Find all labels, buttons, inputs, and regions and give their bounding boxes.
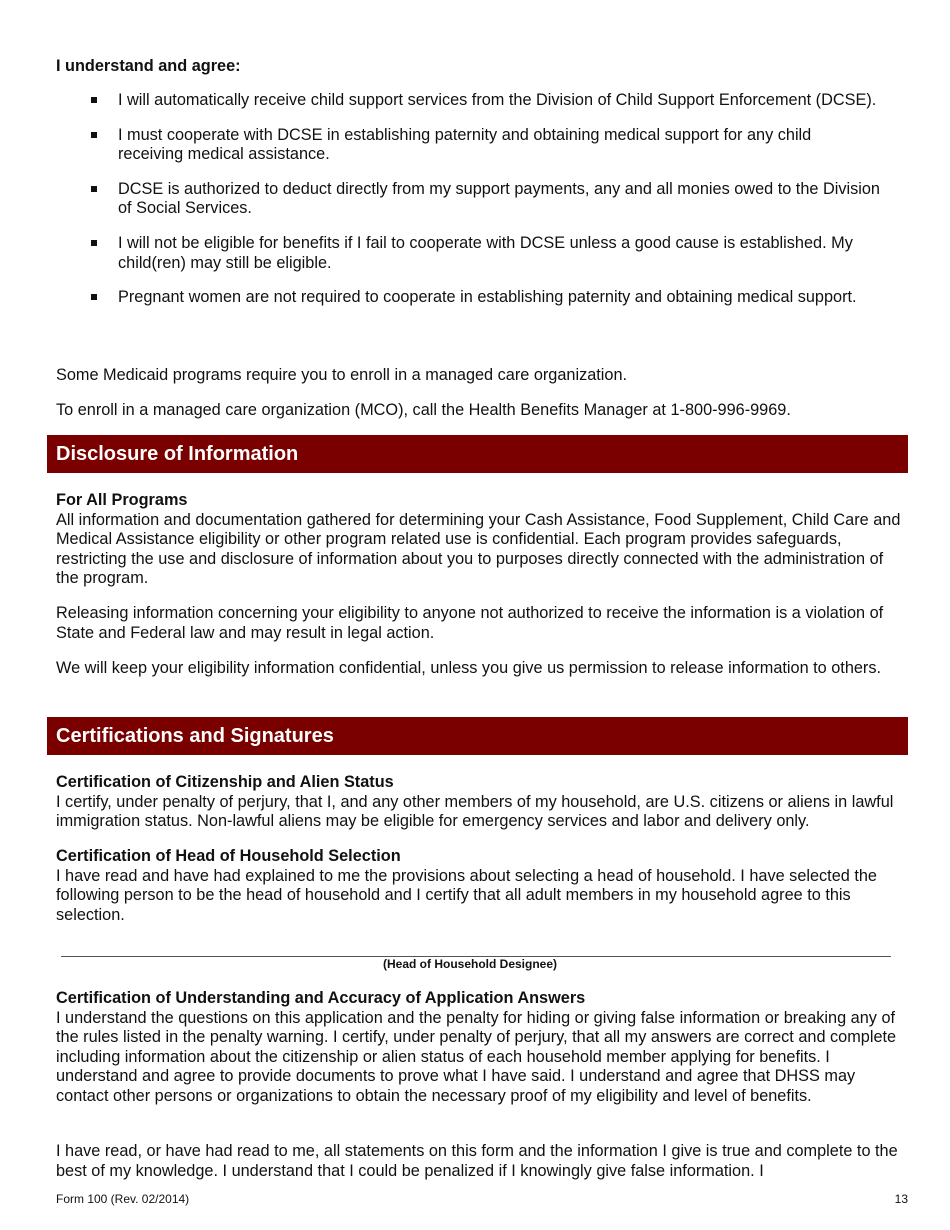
head-of-household-designee-label: (Head of Household Designee): [382, 957, 558, 971]
list-item: DCSE is authorized to deduct directly from my support payments, any and all monies owed to the Division of Social Services.: [0, 180, 950, 219]
disclosure-paragraph-1: All information and documentation gathered for determining your Cash Assistance, Food Supplement, Child Care and Medical Assistance eligibility or other program related use is confidential. Each program provides safeguards, restricting the use and disclosure of information about you to purposes directly connected with the administration of the program.: [56, 510, 901, 588]
accuracy-text: I understand the questions on this application and the penalty for hiding or giving false information or breaking any of the rules listed in the penalty warning. I certify, under penalty of perjury, that all my answers are correct and complete including information about the citizenship or alien status of each household member applying for benefits. I understand and agree to provide documents to prove what I have said. I understand and agree that DHSS may contact other persons or organizations to obtain the necessary proof of my eligibility and level of benefits.: [56, 1008, 897, 1105]
bullet-square-icon: [91, 294, 97, 300]
mco-note: To enroll in a managed care organization (MCO), call the Health Benefits Manager at 1-800-996-9969.: [56, 401, 791, 419]
bullet-square-icon: [91, 186, 97, 192]
list-item: I will not be eligible for benefits if I fail to cooperate with DCSE unless a good cause is established. My child(ren) may still be eligible.: [0, 234, 950, 273]
citizenship-heading: Certification of Citizenship and Alien Status: [56, 773, 394, 791]
disclosure-subheading: For All Programs: [56, 491, 188, 509]
accuracy-certification: [56, 989, 908, 1107]
disclosure-section-header: Disclosure of Information: [47, 435, 908, 473]
read-statement: I have read, or have had read to me, all statements on this form and the information I give is true and complete to the best of my knowledge. I understand that I could be penalized if I knowingly give false information. I: [56, 1142, 898, 1180]
disclosure-paragraph-2: Releasing information concerning your eligibility to anyone not authorized to receive the information is a violation of State and Federal law and may result in legal action.: [56, 604, 884, 642]
form-id: Form 100 (Rev. 02/2014): [56, 1192, 190, 1206]
page-number: 13: [894, 1192, 908, 1206]
bullet-square-icon: [91, 132, 97, 138]
head-of-household-heading: Certification of Head of Household Selection: [56, 847, 401, 865]
head-of-household-certification: [56, 847, 908, 925]
list-item: I must cooperate with DCSE in establishing paternity and obtaining medical support for any child receiving medical assistance.: [0, 126, 950, 165]
head-of-household-text: I have read and have had explained to me the provisions about selecting a head of household. I have selected the following person to be the head of household and I certify that all adult members in my household agree to this selection.: [56, 866, 877, 924]
agree-heading: I understand and agree:: [56, 57, 241, 75]
agree-list: [0, 91, 950, 323]
citizenship-text: I certify, under penalty of perjury, that I, and any other members of my household, are U.S. citizens or aliens in lawful immigration status. Non-lawful aliens may be eligible for emergency services and labor and delivery only.: [56, 792, 894, 831]
certifications-section-header: Certifications and Signatures: [47, 717, 908, 755]
disclosure-paragraph-3: We will keep your eligibility information confidential, unless you give us permission to release information to others.: [56, 659, 882, 677]
bullet-square-icon: [91, 240, 97, 246]
list-item: Pregnant women are not required to cooperate in establishing paternity and obtaining medical support.: [0, 288, 950, 308]
disclosure-for-all-programs: [56, 491, 908, 589]
bullet-square-icon: [91, 97, 97, 103]
list-item: I will automatically receive child support services from the Division of Child Support Enforcement (DCSE).: [0, 91, 950, 111]
accuracy-heading: Certification of Understanding and Accuracy of Application Answers: [56, 989, 586, 1007]
citizenship-certification: [56, 773, 908, 832]
medicaid-note: Some Medicaid programs require you to enroll in a managed care organization.: [56, 366, 628, 384]
